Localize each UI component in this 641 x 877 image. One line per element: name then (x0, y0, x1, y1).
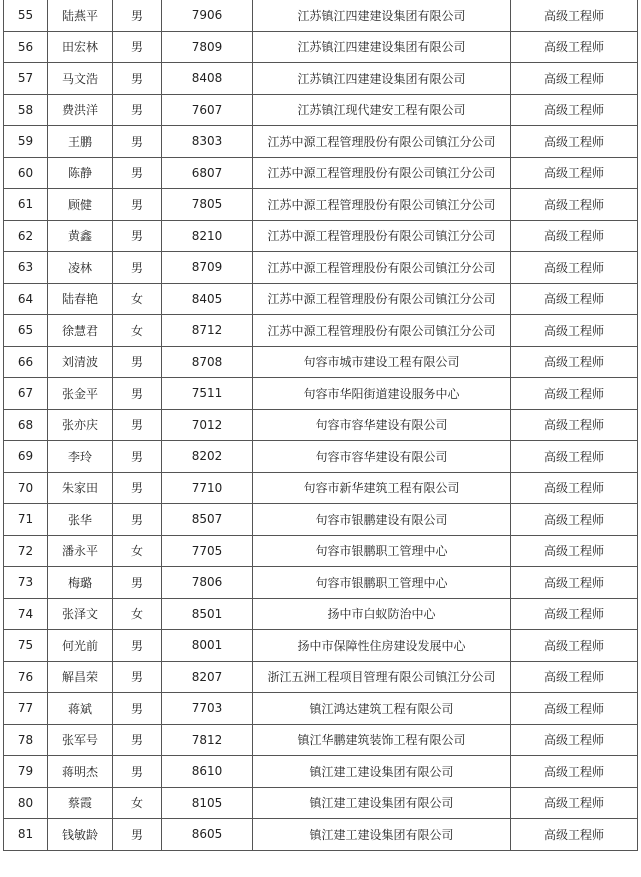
professional-title: 高级工程师 (511, 31, 638, 63)
birth-code: 8210 (162, 220, 253, 252)
work-unit: 镇江华鹏建筑装饰工程有限公司 (253, 724, 511, 756)
row-number: 77 (4, 693, 48, 725)
work-unit: 句容市容华建设有限公司 (253, 409, 511, 441)
birth-code: 8405 (162, 283, 253, 315)
row-number: 76 (4, 661, 48, 693)
person-sex: 男 (113, 378, 162, 410)
row-number: 62 (4, 220, 48, 252)
table-row (4, 315, 638, 347)
person-name: 何光前 (48, 630, 113, 662)
professional-title: 高级工程师 (511, 157, 638, 189)
work-unit: 江苏中源工程管理股份有限公司镇江分公司 (253, 283, 511, 315)
professional-title: 高级工程师 (511, 504, 638, 536)
person-name: 凌林 (48, 252, 113, 284)
person-sex: 男 (113, 630, 162, 662)
person-sex: 男 (113, 724, 162, 756)
row-number: 65 (4, 315, 48, 347)
professional-title: 高级工程师 (511, 693, 638, 725)
birth-code: 8408 (162, 63, 253, 95)
person-name: 解昌荣 (48, 661, 113, 693)
person-sex: 女 (113, 535, 162, 567)
person-sex: 女 (113, 787, 162, 819)
work-unit: 镇江建工建设集团有限公司 (253, 756, 511, 788)
professional-title: 高级工程师 (511, 409, 638, 441)
professional-title: 高级工程师 (511, 724, 638, 756)
person-sex: 男 (113, 441, 162, 473)
person-name: 张亦庆 (48, 409, 113, 441)
person-sex: 女 (113, 598, 162, 630)
birth-code: 8303 (162, 126, 253, 158)
table-row (4, 787, 638, 819)
table-row (4, 220, 638, 252)
person-name: 陈静 (48, 157, 113, 189)
person-sex: 男 (113, 756, 162, 788)
professional-title: 高级工程师 (511, 378, 638, 410)
table-row (4, 252, 638, 284)
row-number: 67 (4, 378, 48, 410)
work-unit: 句容市银鹏建设有限公司 (253, 504, 511, 536)
professional-title: 高级工程师 (511, 63, 638, 95)
professional-title: 高级工程师 (511, 441, 638, 473)
work-unit: 句容市容华建设有限公司 (253, 441, 511, 473)
person-sex: 女 (113, 315, 162, 347)
professional-title: 高级工程师 (511, 315, 638, 347)
table-row (4, 283, 638, 315)
work-unit: 镇江鸿达建筑工程有限公司 (253, 693, 511, 725)
professional-title: 高级工程师 (511, 220, 638, 252)
work-unit: 江苏镇江四建建设集团有限公司 (253, 0, 511, 31)
person-sex: 男 (113, 94, 162, 126)
row-number: 79 (4, 756, 48, 788)
work-unit: 江苏镇江四建建设集团有限公司 (253, 31, 511, 63)
professional-title: 高级工程师 (511, 630, 638, 662)
table-row (4, 535, 638, 567)
table-row (4, 157, 638, 189)
birth-code: 7710 (162, 472, 253, 504)
professional-title: 高级工程师 (511, 126, 638, 158)
birth-code: 8708 (162, 346, 253, 378)
professional-title: 高级工程师 (511, 94, 638, 126)
person-name: 张泽文 (48, 598, 113, 630)
table-row (4, 598, 638, 630)
table-row (4, 409, 638, 441)
row-number: 64 (4, 283, 48, 315)
table-row (4, 472, 638, 504)
person-name: 顾健 (48, 189, 113, 221)
person-name: 王鹏 (48, 126, 113, 158)
table-row (4, 378, 638, 410)
table-row (4, 94, 638, 126)
table-row (4, 693, 638, 725)
birth-code: 7705 (162, 535, 253, 567)
professional-title: 高级工程师 (511, 346, 638, 378)
work-unit: 江苏中源工程管理股份有限公司镇江分公司 (253, 189, 511, 221)
row-number: 81 (4, 819, 48, 851)
birth-code: 8709 (162, 252, 253, 284)
professional-title: 高级工程师 (511, 598, 638, 630)
professional-title: 高级工程师 (511, 252, 638, 284)
person-sex: 男 (113, 31, 162, 63)
table-row (4, 630, 638, 662)
person-sex: 男 (113, 220, 162, 252)
birth-code: 7607 (162, 94, 253, 126)
row-number: 80 (4, 787, 48, 819)
birth-code: 7805 (162, 189, 253, 221)
professional-title: 高级工程师 (511, 283, 638, 315)
birth-code: 7906 (162, 0, 253, 31)
person-sex: 女 (113, 283, 162, 315)
birth-code: 8207 (162, 661, 253, 693)
birth-code: 7806 (162, 567, 253, 599)
work-unit: 句容市新华建筑工程有限公司 (253, 472, 511, 504)
work-unit: 江苏镇江现代建安工程有限公司 (253, 94, 511, 126)
person-name: 朱家田 (48, 472, 113, 504)
table-row (4, 567, 638, 599)
table-row (4, 661, 638, 693)
person-sex: 男 (113, 504, 162, 536)
person-sex: 男 (113, 661, 162, 693)
table-row (4, 724, 638, 756)
person-name: 张华 (48, 504, 113, 536)
row-number: 63 (4, 252, 48, 284)
row-number: 71 (4, 504, 48, 536)
person-name: 蔡霞 (48, 787, 113, 819)
work-unit: 扬中市白蚁防治中心 (253, 598, 511, 630)
birth-code: 6807 (162, 157, 253, 189)
person-sex: 男 (113, 126, 162, 158)
row-number: 69 (4, 441, 48, 473)
work-unit: 江苏中源工程管理股份有限公司镇江分公司 (253, 252, 511, 284)
work-unit: 江苏中源工程管理股份有限公司镇江分公司 (253, 126, 511, 158)
person-sex: 男 (113, 157, 162, 189)
person-sex: 男 (113, 567, 162, 599)
birth-code: 7703 (162, 693, 253, 725)
birth-code: 7511 (162, 378, 253, 410)
work-unit: 镇江建工建设集团有限公司 (253, 787, 511, 819)
person-name: 梅璐 (48, 567, 113, 599)
person-name: 蒋斌 (48, 693, 113, 725)
birth-code: 7012 (162, 409, 253, 441)
person-sex: 男 (113, 252, 162, 284)
row-number: 56 (4, 31, 48, 63)
work-unit: 镇江建工建设集团有限公司 (253, 819, 511, 851)
person-sex: 男 (113, 819, 162, 851)
work-unit: 句容市银鹏职工管理中心 (253, 567, 511, 599)
table-row (4, 63, 638, 95)
table-row (4, 504, 638, 536)
row-number: 60 (4, 157, 48, 189)
row-number: 58 (4, 94, 48, 126)
row-number: 70 (4, 472, 48, 504)
row-number: 57 (4, 63, 48, 95)
professional-title: 高级工程师 (511, 535, 638, 567)
table-row (4, 756, 638, 788)
table-row (4, 0, 638, 31)
row-number: 66 (4, 346, 48, 378)
professional-title: 高级工程师 (511, 0, 638, 31)
person-name: 李玲 (48, 441, 113, 473)
person-name: 陆春艳 (48, 283, 113, 315)
birth-code: 8605 (162, 819, 253, 851)
person-sex: 男 (113, 346, 162, 378)
table-row (4, 189, 638, 221)
person-sex: 男 (113, 409, 162, 441)
work-unit: 句容市城市建设工程有限公司 (253, 346, 511, 378)
person-sex: 男 (113, 472, 162, 504)
row-number: 73 (4, 567, 48, 599)
professional-title: 高级工程师 (511, 661, 638, 693)
row-number: 72 (4, 535, 48, 567)
work-unit: 江苏镇江四建建设集团有限公司 (253, 63, 511, 95)
person-sex: 男 (113, 189, 162, 221)
birth-code: 8001 (162, 630, 253, 662)
person-sex: 男 (113, 63, 162, 95)
birth-code: 7809 (162, 31, 253, 63)
work-unit: 浙江五洲工程项目管理有限公司镇江分公司 (253, 661, 511, 693)
person-name: 马文浩 (48, 63, 113, 95)
person-name: 张军号 (48, 724, 113, 756)
person-name: 黄鑫 (48, 220, 113, 252)
work-unit: 句容市银鹏职工管理中心 (253, 535, 511, 567)
professional-title: 高级工程师 (511, 787, 638, 819)
row-number: 74 (4, 598, 48, 630)
row-number: 75 (4, 630, 48, 662)
professional-title: 高级工程师 (511, 567, 638, 599)
professional-title: 高级工程师 (511, 189, 638, 221)
row-number: 61 (4, 189, 48, 221)
professional-title: 高级工程师 (511, 819, 638, 851)
work-unit: 句容市华阳街道建设服务中心 (253, 378, 511, 410)
person-name: 刘清波 (48, 346, 113, 378)
row-number: 59 (4, 126, 48, 158)
person-name: 蒋明杰 (48, 756, 113, 788)
person-sex: 男 (113, 0, 162, 31)
row-number: 55 (4, 0, 48, 31)
person-name: 张金平 (48, 378, 113, 410)
work-unit: 江苏中源工程管理股份有限公司镇江分公司 (253, 220, 511, 252)
work-unit: 江苏中源工程管理股份有限公司镇江分公司 (253, 157, 511, 189)
table-row (4, 126, 638, 158)
birth-code: 8507 (162, 504, 253, 536)
table-row (4, 819, 638, 851)
person-name: 费洪洋 (48, 94, 113, 126)
row-number: 68 (4, 409, 48, 441)
row-number: 78 (4, 724, 48, 756)
person-name: 田宏林 (48, 31, 113, 63)
table-row (4, 31, 638, 63)
personnel-table (3, 0, 638, 851)
birth-code: 8501 (162, 598, 253, 630)
person-name: 潘永平 (48, 535, 113, 567)
table-row (4, 346, 638, 378)
professional-title: 高级工程师 (511, 472, 638, 504)
birth-code: 8202 (162, 441, 253, 473)
work-unit: 江苏中源工程管理股份有限公司镇江分公司 (253, 315, 511, 347)
person-sex: 男 (113, 693, 162, 725)
professional-title: 高级工程师 (511, 756, 638, 788)
person-name: 钱敏龄 (48, 819, 113, 851)
birth-code: 8712 (162, 315, 253, 347)
birth-code: 8610 (162, 756, 253, 788)
personnel-table-body (4, 0, 638, 850)
person-name: 徐慧君 (48, 315, 113, 347)
person-name: 陆燕平 (48, 0, 113, 31)
birth-code: 7812 (162, 724, 253, 756)
table-row (4, 441, 638, 473)
work-unit: 扬中市保障性住房建设发展中心 (253, 630, 511, 662)
birth-code: 8105 (162, 787, 253, 819)
